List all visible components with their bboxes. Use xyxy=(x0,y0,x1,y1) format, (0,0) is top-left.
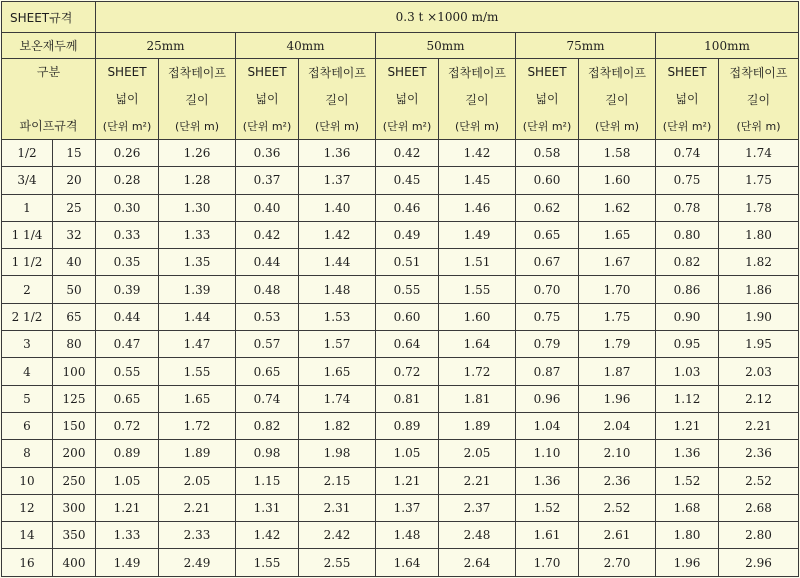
tape-length-cell: 1.74 xyxy=(719,140,799,167)
pipe-mm-cell: 200 xyxy=(53,440,96,467)
table-row xyxy=(2,440,799,467)
pipe-inch-cell: 12 xyxy=(2,494,53,521)
tape-length-cell: 1.81 xyxy=(439,385,516,412)
sheet-area-cell: 0.87 xyxy=(516,358,579,385)
sheet-area-cell: 0.47 xyxy=(96,331,159,358)
sheet-area-cell: 0.44 xyxy=(96,303,159,330)
table-row xyxy=(2,249,799,276)
tape-length-cell: 1.44 xyxy=(299,249,376,276)
tape-length-header xyxy=(159,59,236,140)
tape-length-header xyxy=(579,59,656,140)
sheet-area-cell: 0.75 xyxy=(656,167,719,194)
pipe-inch-cell: 1 xyxy=(2,194,53,221)
sheet-area-cell: 0.33 xyxy=(96,221,159,248)
tape-length-cell: 1.79 xyxy=(579,331,656,358)
sheet-area-cell: 0.39 xyxy=(96,276,159,303)
sheet-area-cell: 0.74 xyxy=(236,385,299,412)
sheet-area-header xyxy=(516,59,579,140)
tape-length-cell: 1.42 xyxy=(439,140,516,167)
tape-length-cell: 1.58 xyxy=(579,140,656,167)
sheet-area-header-l3: (단위 m²) xyxy=(102,119,152,133)
pipe-inch-cell: 14 xyxy=(2,522,53,549)
table-row xyxy=(2,467,799,494)
sheet-area-header-l1: SHEET xyxy=(667,64,707,79)
sheet-area-cell: 0.89 xyxy=(96,440,159,467)
thickness-row xyxy=(2,33,799,59)
sheet-area-cell: 0.55 xyxy=(376,276,439,303)
tape-length-header-l2: 길이 xyxy=(605,93,629,107)
pipe-inch-cell: 6 xyxy=(2,412,53,439)
sheet-area-cell: 1.03 xyxy=(656,358,719,385)
sheet-area-cell: 0.35 xyxy=(96,249,159,276)
tape-length-header xyxy=(719,59,799,140)
sheet-area-cell: 0.26 xyxy=(96,140,159,167)
tape-length-cell: 1.60 xyxy=(439,303,516,330)
table-row xyxy=(2,385,799,412)
sheet-area-cell: 1.21 xyxy=(376,467,439,494)
tape-length-header-l1: 접착테이프 xyxy=(448,66,506,80)
pipe-mm-cell: 125 xyxy=(53,385,96,412)
pipe-inch-cell: 4 xyxy=(2,358,53,385)
tape-length-cell: 1.37 xyxy=(299,167,376,194)
sheet-area-cell: 0.44 xyxy=(236,249,299,276)
sheet-area-cell: 0.67 xyxy=(516,249,579,276)
pipe-mm-cell: 65 xyxy=(53,303,96,330)
sheet-area-cell: 1.80 xyxy=(656,522,719,549)
tape-length-cell: 1.44 xyxy=(159,303,236,330)
sheet-area-header-l3: (단위 m²) xyxy=(242,119,292,133)
sheet-area-header-l3: (단위 m²) xyxy=(522,119,572,133)
sheet-area-cell: 1.52 xyxy=(656,467,719,494)
tape-length-cell: 2.05 xyxy=(439,440,516,467)
tape-length-cell: 2.64 xyxy=(439,549,516,576)
tape-length-cell: 2.49 xyxy=(159,549,236,576)
tape-length-cell: 1.95 xyxy=(719,331,799,358)
sheet-area-header xyxy=(236,59,299,140)
sheet-area-cell: 1.61 xyxy=(516,522,579,549)
table-row xyxy=(2,522,799,549)
sheet-area-cell: 1.52 xyxy=(516,494,579,521)
tape-length-header-l2: 길이 xyxy=(325,93,349,107)
pipe-spec-label: 파이프규격 xyxy=(19,119,78,133)
sheet-area-cell: 1.42 xyxy=(236,522,299,549)
sheet-area-cell: 0.60 xyxy=(516,167,579,194)
sheet-area-header-l2: 넓이 xyxy=(255,91,279,106)
sheet-area-cell: 0.80 xyxy=(656,221,719,248)
table-row xyxy=(2,167,799,194)
sheet-area-header-l2: 넓이 xyxy=(675,91,699,106)
tape-length-cell: 1.89 xyxy=(439,412,516,439)
sheet-area-cell: 0.78 xyxy=(656,194,719,221)
sheet-area-cell: 1.15 xyxy=(236,467,299,494)
sheet-area-cell: 1.36 xyxy=(656,440,719,467)
tape-length-cell: 1.82 xyxy=(299,412,376,439)
tape-length-cell: 2.52 xyxy=(719,467,799,494)
tape-length-cell: 1.65 xyxy=(299,358,376,385)
tape-length-cell: 2.15 xyxy=(299,467,376,494)
tape-length-header xyxy=(299,59,376,140)
sheet-area-cell: 1.33 xyxy=(96,522,159,549)
sheet-area-cell: 1.04 xyxy=(516,412,579,439)
sheet-area-header xyxy=(376,59,439,140)
pipe-inch-cell: 1 1/2 xyxy=(2,249,53,276)
sheet-area-cell: 0.48 xyxy=(236,276,299,303)
tape-length-cell: 1.48 xyxy=(299,276,376,303)
tape-length-cell: 1.72 xyxy=(439,358,516,385)
sheet-area-header-l1: SHEET xyxy=(527,64,567,79)
pipe-inch-cell: 16 xyxy=(2,549,53,576)
pipe-mm-cell: 400 xyxy=(53,549,96,576)
sheet-area-cell: 0.79 xyxy=(516,331,579,358)
sheet-area-cell: 1.48 xyxy=(376,522,439,549)
tape-length-cell: 1.28 xyxy=(159,167,236,194)
thickness-25: 25mm xyxy=(96,33,236,59)
sheet-area-cell: 0.46 xyxy=(376,194,439,221)
thickness-40: 40mm xyxy=(236,33,376,59)
sheet-area-cell: 0.60 xyxy=(376,303,439,330)
tape-length-cell: 2.96 xyxy=(719,549,799,576)
tape-length-cell: 1.64 xyxy=(439,331,516,358)
tape-length-cell: 1.80 xyxy=(719,221,799,248)
sheet-spec-row xyxy=(2,2,799,33)
sheet-area-cell: 0.96 xyxy=(516,385,579,412)
tape-length-cell: 1.74 xyxy=(299,385,376,412)
sheet-area-cell: 0.53 xyxy=(236,303,299,330)
tape-length-cell: 2.61 xyxy=(579,522,656,549)
tape-length-cell: 1.47 xyxy=(159,331,236,358)
sheet-area-cell: 1.10 xyxy=(516,440,579,467)
table-row xyxy=(2,276,799,303)
sheet-area-cell: 0.65 xyxy=(516,221,579,248)
tape-length-cell: 1.36 xyxy=(299,140,376,167)
sheet-area-cell: 0.45 xyxy=(376,167,439,194)
tape-length-cell: 1.75 xyxy=(719,167,799,194)
pipe-inch-cell: 2 1/2 xyxy=(2,303,53,330)
tape-length-cell: 2.70 xyxy=(579,549,656,576)
pipe-mm-cell: 32 xyxy=(53,221,96,248)
tape-length-header-l3: (단위 m) xyxy=(736,120,781,133)
tape-length-cell: 1.87 xyxy=(579,358,656,385)
tape-length-header-l2: 길이 xyxy=(185,93,209,107)
gubun-label: 구분 xyxy=(36,65,61,79)
tape-length-cell: 1.33 xyxy=(159,221,236,248)
sheet-area-header xyxy=(96,59,159,140)
sheet-area-header-l1: SHEET xyxy=(247,64,287,79)
pipe-inch-cell: 3 xyxy=(2,331,53,358)
tape-length-cell: 1.62 xyxy=(579,194,656,221)
tape-length-header xyxy=(439,59,516,140)
pipe-inch-cell: 5 xyxy=(2,385,53,412)
tape-length-cell: 1.51 xyxy=(439,249,516,276)
sheet-area-cell: 1.12 xyxy=(656,385,719,412)
tape-length-cell: 2.04 xyxy=(579,412,656,439)
table-row xyxy=(2,358,799,385)
thickness-75: 75mm xyxy=(516,33,656,59)
table-row xyxy=(2,412,799,439)
sheet-area-cell: 0.62 xyxy=(516,194,579,221)
tape-length-header-l1: 접착테이프 xyxy=(168,66,226,80)
pipe-insulation-spec-table xyxy=(1,1,799,577)
pipe-inch-cell: 1/2 xyxy=(2,140,53,167)
tape-length-cell: 1.78 xyxy=(719,194,799,221)
sheet-area-cell: 0.40 xyxy=(236,194,299,221)
sheet-area-cell: 1.70 xyxy=(516,549,579,576)
pipe-inch-cell: 1 1/4 xyxy=(2,221,53,248)
tape-length-cell: 1.70 xyxy=(579,276,656,303)
tape-length-cell: 1.67 xyxy=(579,249,656,276)
tape-length-cell: 1.45 xyxy=(439,167,516,194)
sheet-area-cell: 0.86 xyxy=(656,276,719,303)
sheet-area-cell: 0.90 xyxy=(656,303,719,330)
sheet-area-header-l1: SHEET xyxy=(107,64,147,79)
tape-length-cell: 1.55 xyxy=(439,276,516,303)
tape-length-cell: 2.68 xyxy=(719,494,799,521)
sheet-spec-label: SHEET규격 xyxy=(2,2,96,33)
sheet-area-cell: 1.55 xyxy=(236,549,299,576)
pipe-inch-cell: 8 xyxy=(2,440,53,467)
tape-length-cell: 1.30 xyxy=(159,194,236,221)
sheet-area-cell: 0.49 xyxy=(376,221,439,248)
sheet-area-cell: 1.31 xyxy=(236,494,299,521)
tape-length-cell: 1.89 xyxy=(159,440,236,467)
tape-length-header-l1: 접착테이프 xyxy=(729,66,788,80)
sheet-area-cell: 1.05 xyxy=(96,467,159,494)
sheet-area-cell: 0.28 xyxy=(96,167,159,194)
gubun-cell xyxy=(2,59,96,140)
tape-length-header-l3: (단위 m) xyxy=(454,120,500,133)
sheet-area-cell: 0.57 xyxy=(236,331,299,358)
sheet-area-cell: 0.72 xyxy=(96,412,159,439)
tape-length-cell: 1.55 xyxy=(159,358,236,385)
sheet-area-header-l2: 넓이 xyxy=(535,91,559,106)
tape-length-header-l1: 접착테이프 xyxy=(588,66,646,80)
sheet-area-cell: 0.72 xyxy=(376,358,439,385)
sheet-area-cell: 0.89 xyxy=(376,412,439,439)
tape-length-cell: 1.65 xyxy=(579,221,656,248)
tape-length-cell: 1.42 xyxy=(299,221,376,248)
pipe-mm-cell: 150 xyxy=(53,412,96,439)
tape-length-cell: 2.21 xyxy=(159,494,236,521)
tape-length-cell: 2.10 xyxy=(579,440,656,467)
sheet-area-cell: 0.98 xyxy=(236,440,299,467)
tape-length-cell: 1.72 xyxy=(159,412,236,439)
tape-length-cell: 2.42 xyxy=(299,522,376,549)
sheet-area-cell: 0.82 xyxy=(656,249,719,276)
sheet-area-cell: 1.68 xyxy=(656,494,719,521)
table-row xyxy=(2,194,799,221)
sheet-area-cell: 1.36 xyxy=(516,467,579,494)
tape-length-cell: 1.46 xyxy=(439,194,516,221)
tape-length-cell: 2.03 xyxy=(719,358,799,385)
sheet-area-cell: 1.05 xyxy=(376,440,439,467)
thickness-label: 보온재두께 xyxy=(2,33,96,59)
sheet-area-header-l3: (단위 m²) xyxy=(382,119,432,133)
table-row xyxy=(2,494,799,521)
tape-length-cell: 1.75 xyxy=(579,303,656,330)
table-row xyxy=(2,140,799,167)
tape-length-cell: 2.31 xyxy=(299,494,376,521)
tape-length-cell: 1.40 xyxy=(299,194,376,221)
sheet-area-cell: 0.64 xyxy=(376,331,439,358)
tape-length-cell: 2.52 xyxy=(579,494,656,521)
tape-length-cell: 1.26 xyxy=(159,140,236,167)
tape-length-cell: 1.98 xyxy=(299,440,376,467)
sheet-area-cell: 0.82 xyxy=(236,412,299,439)
tape-length-cell: 2.80 xyxy=(719,522,799,549)
tape-length-cell: 2.36 xyxy=(579,467,656,494)
pipe-mm-cell: 250 xyxy=(53,467,96,494)
sheet-area-cell: 0.58 xyxy=(516,140,579,167)
sheet-area-cell: 0.55 xyxy=(96,358,159,385)
pipe-mm-cell: 80 xyxy=(53,331,96,358)
pipe-mm-cell: 20 xyxy=(53,167,96,194)
table-row xyxy=(2,331,799,358)
pipe-mm-cell: 40 xyxy=(53,249,96,276)
pipe-mm-cell: 350 xyxy=(53,522,96,549)
sheet-area-cell: 0.42 xyxy=(236,221,299,248)
sheet-area-cell: 0.37 xyxy=(236,167,299,194)
sheet-area-cell: 0.42 xyxy=(376,140,439,167)
sheet-area-cell: 1.64 xyxy=(376,549,439,576)
tape-length-header-l1: 접착테이프 xyxy=(308,66,366,80)
sheet-area-cell: 1.49 xyxy=(96,549,159,576)
sheet-area-cell: 0.81 xyxy=(376,385,439,412)
sheet-area-cell: 0.75 xyxy=(516,303,579,330)
sheet-area-cell: 0.65 xyxy=(236,358,299,385)
sheet-area-header xyxy=(656,59,719,140)
table-body xyxy=(2,140,799,577)
tape-length-cell: 2.21 xyxy=(719,412,799,439)
table-row xyxy=(2,303,799,330)
sheet-area-cell: 1.21 xyxy=(656,412,719,439)
sheet-area-cell: 1.37 xyxy=(376,494,439,521)
tape-length-cell: 1.39 xyxy=(159,276,236,303)
tape-length-cell: 2.12 xyxy=(719,385,799,412)
tape-length-cell: 1.57 xyxy=(299,331,376,358)
pipe-inch-cell: 10 xyxy=(2,467,53,494)
sheet-spec-value: 0.3 t ×1000 m/m xyxy=(96,2,799,33)
sheet-area-header-l3: (단위 m²) xyxy=(662,119,712,133)
tape-length-cell: 1.49 xyxy=(439,221,516,248)
sheet-area-cell: 1.96 xyxy=(656,549,719,576)
tape-length-cell: 1.53 xyxy=(299,303,376,330)
sheet-area-header-l2: 넓이 xyxy=(115,91,139,106)
pipe-mm-cell: 300 xyxy=(53,494,96,521)
sheet-area-cell: 1.21 xyxy=(96,494,159,521)
pipe-inch-cell: 2 xyxy=(2,276,53,303)
sheet-area-cell: 0.51 xyxy=(376,249,439,276)
thickness-100: 100mm xyxy=(656,33,799,59)
pipe-inch-cell: 3/4 xyxy=(2,167,53,194)
tape-length-cell: 2.36 xyxy=(719,440,799,467)
tape-length-cell: 2.37 xyxy=(439,494,516,521)
tape-length-cell: 2.48 xyxy=(439,522,516,549)
tape-length-header-l2: 길이 xyxy=(465,93,489,107)
sheet-area-cell: 0.74 xyxy=(656,140,719,167)
tape-length-header-l2: 길이 xyxy=(746,93,771,107)
tape-length-cell: 1.86 xyxy=(719,276,799,303)
tape-length-cell: 2.55 xyxy=(299,549,376,576)
tape-length-cell: 1.35 xyxy=(159,249,236,276)
tape-length-cell: 2.33 xyxy=(159,522,236,549)
sheet-area-cell: 0.95 xyxy=(656,331,719,358)
sheet-area-header-l2: 넓이 xyxy=(395,91,419,106)
thickness-50: 50mm xyxy=(376,33,516,59)
tape-length-cell: 1.65 xyxy=(159,385,236,412)
sheet-area-cell: 0.36 xyxy=(236,140,299,167)
tape-length-cell: 1.90 xyxy=(719,303,799,330)
tape-length-cell: 2.05 xyxy=(159,467,236,494)
tape-length-cell: 1.60 xyxy=(579,167,656,194)
pipe-mm-cell: 100 xyxy=(53,358,96,385)
sheet-area-cell: 0.70 xyxy=(516,276,579,303)
table-row xyxy=(2,549,799,576)
table-row xyxy=(2,221,799,248)
tape-length-cell: 2.21 xyxy=(439,467,516,494)
pipe-mm-cell: 15 xyxy=(53,140,96,167)
sheet-area-cell: 0.30 xyxy=(96,194,159,221)
tape-length-header-l3: (단위 m) xyxy=(174,120,220,133)
tape-length-header-l3: (단위 m) xyxy=(594,120,640,133)
pipe-mm-cell: 25 xyxy=(53,194,96,221)
sheet-area-cell: 0.65 xyxy=(96,385,159,412)
pipe-mm-cell: 50 xyxy=(53,276,96,303)
tape-length-cell: 1.96 xyxy=(579,385,656,412)
column-subheader-row xyxy=(2,59,799,140)
sheet-area-header-l1: SHEET xyxy=(387,64,427,79)
tape-length-header-l3: (단위 m) xyxy=(314,120,360,133)
tape-length-cell: 1.82 xyxy=(719,249,799,276)
